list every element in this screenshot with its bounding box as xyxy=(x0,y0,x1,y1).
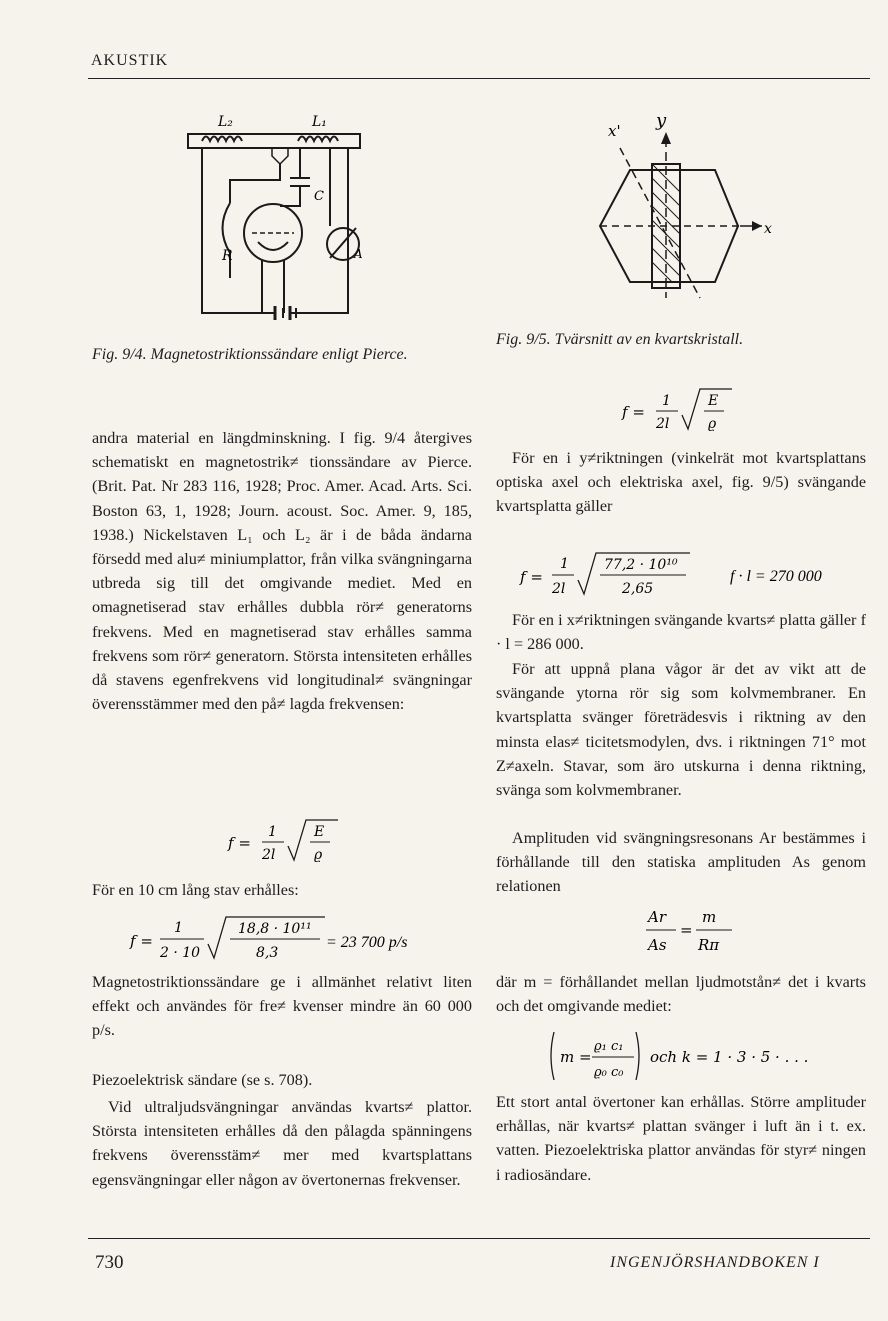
svg-text:E: E xyxy=(708,393,719,409)
right-paragraph-2: För en i x≠riktningen svängande kvarts≠ platta gäller f · l = 286 000. xyxy=(496,611,866,654)
svg-text:8,3: 8,3 xyxy=(256,945,279,961)
svg-text:= 23 700 p/s: = 23 700 p/s xyxy=(326,934,408,951)
figure-9-5-crystal xyxy=(590,108,770,318)
svg-text:Ar: Ar xyxy=(648,908,667,926)
right-paragraph-3: För att uppnå plana vågor är det av vikt att de svängande ytorna rör sig som kolvmembraner. En kvartsplatta svänger företrädesvis i riktning av den minsta elas≠ ticitetsmodylen, dvs. i riktningen 71° mot Z≠axeln. Stavar, som äro utskurna i denna riktning, svänga som kolvmembraner. xyxy=(496,660,866,800)
header-rule xyxy=(88,78,870,79)
label-c: C xyxy=(314,189,324,204)
figure-9-5-caption: Fig. 9/5. Tvärsnitt av en kvartskristall. xyxy=(496,331,744,348)
svg-text:f · l = 270 000: f · l = 270 000 xyxy=(730,568,822,585)
svg-text:f =: f = xyxy=(622,403,645,421)
left-column xyxy=(92,426,472,716)
svg-text:f =: f = xyxy=(130,932,153,950)
svg-text:E: E xyxy=(314,824,325,840)
svg-text:f =: f = xyxy=(228,834,251,852)
svg-text:m: m xyxy=(702,908,717,926)
svg-text:ϱ: ϱ xyxy=(314,847,323,863)
label-a: A xyxy=(354,247,363,261)
svg-text:=: = xyxy=(680,921,693,939)
equation-left-2 xyxy=(130,912,460,964)
svg-text:m =: m = xyxy=(560,1048,592,1066)
running-header: AKUSTIK xyxy=(91,52,169,69)
label-l2: L₂ xyxy=(218,114,233,130)
equation-right-2 xyxy=(520,548,860,600)
book-title: INGENJÖRSHANDBOKEN I xyxy=(610,1254,820,1271)
svg-text:ϱ₀ c₀: ϱ₀ c₀ xyxy=(594,1065,624,1080)
right-paragraph-5: där m = förhållandet mellan ljudmotstån≠ det i kvarts och det omgivande mediet: xyxy=(496,973,866,1016)
left-paragraph-1: andra material en längdminskning. I fig. 9/4 återgives schematiskt en magnetostrik≠ tionssändare av Pierce. (Brit. Pat. Nr 283 116, 1928; Proc. Amer. Acad. Arts. Sci. Boston 63, 1, 1928; Journ. acoust. Soc. Amer. 9, 185, 1938.) Nickelstaven L₁ och L₂ är i de båda ändarna försedd med alu≠ miniumplattor, från vilka svängningarna utbreda sig till det omgivande mediet. Med en omagnetiserad stav erhålles dubbla rör≠ generatorns frekvens. Med en magnetiserad stav erhålles samma frekvens som rör≠ generatorn. Största intensiteten erhålles då stavens egenfrekvens vid longitudinal≠ svängningar överensstämmer med den på≠ lagda frekvensen: xyxy=(92,429,472,714)
right-paragraph-6: Ett stort antal övertoner kan erhållas. Större amplituder erhållas, när kvarts≠ plattan svänger i luft än i t. ex. vatten. Piezoelektriska plattor användas för styr≠ ningen i radiosändare. xyxy=(496,1093,866,1184)
footer-rule xyxy=(88,1238,870,1239)
svg-text:1: 1 xyxy=(662,393,671,409)
svg-text:18,8 · 10¹¹: 18,8 · 10¹¹ xyxy=(238,921,312,937)
svg-text:1: 1 xyxy=(560,556,569,572)
svg-text:2l: 2l xyxy=(656,416,670,432)
left-paragraph-2: För en 10 cm lång stav erhålles: xyxy=(92,881,299,899)
left-paragraph-3: Magnetostriktionssändare ge i allmänhet relativt liten effekt och användes för fre≠ kvenser mindre än 60 000 p/s. xyxy=(92,973,472,1040)
figure-9-4-circuit xyxy=(180,108,370,333)
section-heading-piezo: Piezoelektrisk sändare (se s. 708). xyxy=(92,1071,313,1089)
svg-text:ϱ₁ c₁: ϱ₁ c₁ xyxy=(594,1039,624,1054)
svg-text:77,2 · 10¹⁰: 77,2 · 10¹⁰ xyxy=(604,557,678,573)
svg-text:2,65: 2,65 xyxy=(622,581,654,597)
figure-9-4-caption: Fig. 9/4. Magnetostriktionssändare enligt Pierce. xyxy=(92,346,408,363)
page-number: 730 xyxy=(95,1252,124,1273)
svg-text:f =: f = xyxy=(520,568,543,586)
right-paragraph-1: För en i y≠riktningen (vinkelrät mot kvartsplattans optiska axel och elektriska axel, fig. 9/5) svängande kvartsplatta gäller xyxy=(496,449,866,516)
label-l1: L₁ xyxy=(312,114,327,130)
svg-text:och k = 1 · 3 · 5 · . . .: och k = 1 · 3 · 5 · . . . xyxy=(650,1048,809,1066)
svg-text:ϱ: ϱ xyxy=(708,416,717,432)
equation-right-1 xyxy=(622,385,762,435)
label-x: x xyxy=(764,221,772,237)
svg-text:1: 1 xyxy=(268,824,277,840)
svg-text:Rπ: Rπ xyxy=(698,936,720,954)
svg-text:1: 1 xyxy=(174,920,183,936)
label-x-prime: x' xyxy=(608,122,621,140)
equation-left-1 xyxy=(228,816,368,866)
svg-text:2l: 2l xyxy=(262,847,276,863)
label-y: y xyxy=(656,110,667,131)
equation-right-3 xyxy=(646,902,766,958)
label-r: R xyxy=(222,248,233,264)
left-paragraph-4: Vid ultraljudsvängningar användas kvarts≠ plattor. Största intensiteten erhålles då den pålagda spänningens frekvens överensstäm≠ mer med kvartsplattans egensvängningar eller någon av övertonernas frekvenser. xyxy=(92,1098,472,1189)
right-paragraph-4: Amplituden vid svängningsresonans Ar bestämmes i förhållande till den statiska amplituden As genom relationen xyxy=(496,829,866,896)
equation-right-4 xyxy=(548,1028,848,1084)
svg-text:2 · 10: 2 · 10 xyxy=(160,945,201,961)
svg-text:As: As xyxy=(648,936,667,954)
svg-text:2l: 2l xyxy=(552,581,566,597)
